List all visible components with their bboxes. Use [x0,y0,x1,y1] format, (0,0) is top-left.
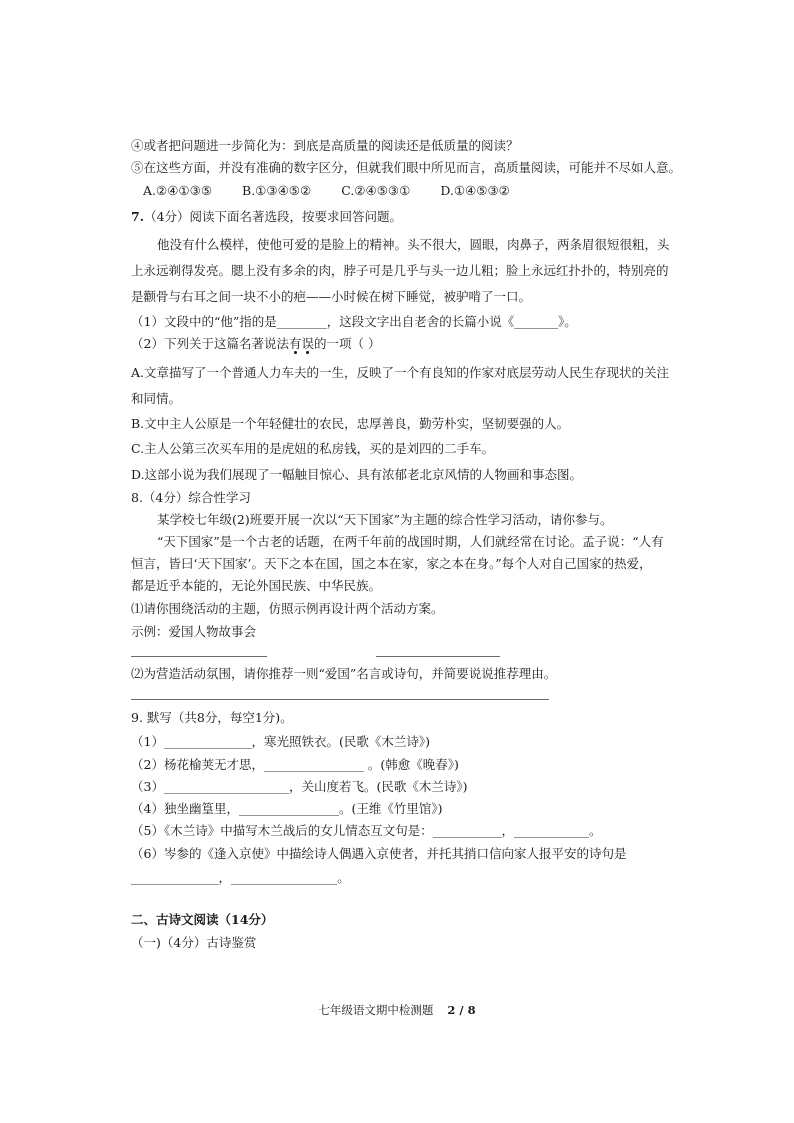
passage-line-4: ④或者把问题进一步简化为：到底是高质量的阅读还是低质量的阅读？ [131,138,519,153]
q6-options [143,182,536,200]
section-2-title: 二、古诗文阅读（14分） [131,912,274,927]
q9-item-5: （5）《木兰诗》中描写木兰战后的女儿情态互文句是：___________，____________。 [131,823,602,838]
q8-intro: 某学校七年级(2)班要开展一次以“天下国家”为主题的综合性学习活动，请你参与。 [157,512,613,527]
q8-title: 8.（4分）综合性学习 [131,490,251,505]
q7-sub2-before: （2）下列关于这篇名著说法 [131,336,289,351]
q8-quote-2: 恒言，皆曰‘天下国家’。天下之本在国，国之本在家，家之本在身。”每个人对自己国家的热爱， [131,556,652,571]
q6-option-a: A.②④①③⑤ [143,183,213,198]
passage-line-5: ⑤在这些方面，并没有准确的数字区分，但就我们眼中所见而言，高质量阅读，可能并不尽如人意。 [131,160,682,175]
footer-title: 七年级语文期中检测题 [318,1003,434,1017]
q8-quote-1: “天下国家”是一个古老的话题，在两千年前的战国时期，人们就经常在讨论。孟子说：“人有 [157,534,664,549]
q9-item-6: （6）岑参的《逢入京使》中描绘诗人偶遇入京使者，并托其捎口信向家人报平安的诗句是 [131,846,627,861]
page-footer [0,1002,794,1018]
q7-title [131,208,402,226]
q6-option-d: D.①④⑤③② [440,183,510,198]
q6-option-b: B.①③④⑤② [242,183,312,198]
q7-option-b: B.文中主人公原是一个年轻健壮的农民，忠厚善良，勤劳朴实，坚韧要强的人。 [131,416,570,431]
q7-passage-1: 他没有什么模样，使他可爱的是脸上的精神。头不很大，圆眼，肉鼻子，两条眉很短很粗，头 [157,237,670,252]
q7-number: 7. [131,209,145,224]
q7-title-rest: （4分）阅读下面名著选段，按要求回答问题。 [144,209,403,224]
q9-item-2: （2）杨花榆荚无才思，________________ 。(韩愈《晚春》) [131,757,459,772]
q7-sub2-dotted-2: 误 [301,336,314,351]
q9-item-6-answer: ______________，_________________。 [131,870,350,885]
q7-option-a-1: A.文章描写了一个普通人力车夫的一生，反映了一个有良知的作家对底层劳动人民生存现状的关注 [131,365,670,380]
q7-sub2-after: 的一项（ ） [314,336,381,351]
q7-passage-2: 上永远剃得发亮。腮上没有多余的肉，脖子可是几乎与头一边儿粗；脸上永远红扑扑的，特别亮的 [131,263,669,278]
q7-option-c: C.主人公第三次买车用的是虎妞的私房钱，买的是刘四的二手车。 [131,441,495,456]
q7-sub1: （1）文段中的“他”指的是________，这段文字出自老舍的长篇小说《_______》。 [131,314,577,329]
q8-sub1: ⑴请你围绕活动的主题，仿照示例再设计两个活动方案。 [131,601,444,616]
answer-line-1[interactable] [131,656,267,657]
q9-item-3: （3）____________________，关山度若飞。(民歌《木兰诗》) [131,779,468,794]
q7-option-d: D.这部小说为我们展现了一幅触目惊心、具有浓郁老北京风情的人物画和事态图。 [131,467,583,482]
q9-title: 9. 默写（共8分，每空1分)。 [131,710,293,725]
q9-item-1: （1）______________，寒光照铁衣。(民歌《木兰诗》) [131,734,430,749]
section-2-sub: （一)（4分）古诗鉴赏 [131,935,257,950]
q8-quote-3: 都是近乎本能的，无论外国民族、中华民族。 [131,578,382,593]
q7-sub2-dotted-1: 有 [288,336,302,351]
q8-sub2: ⑵为营造活动氛围，请你推荐一则“爱国”名言或诗句，并简要说说推荐理由。 [131,666,557,681]
answer-line-2[interactable] [376,656,500,657]
q7-sub2 [131,335,380,353]
answer-line-3[interactable] [131,699,549,700]
q6-option-c: C.②④⑤③① [341,183,411,198]
q8-example: 示例：爱国人物故事会 [131,624,257,639]
q7-option-a-2: 和同情。 [131,391,182,406]
page-number: 2 / 8 [447,1003,476,1017]
q7-passage-3: 是颧骨与右耳之间一块不小的疤——小时候在树下睡觉，被驴啃了一口。 [131,289,532,304]
q9-item-4: （4）独坐幽篁里，________________。(王维《竹里馆》) [131,801,443,816]
